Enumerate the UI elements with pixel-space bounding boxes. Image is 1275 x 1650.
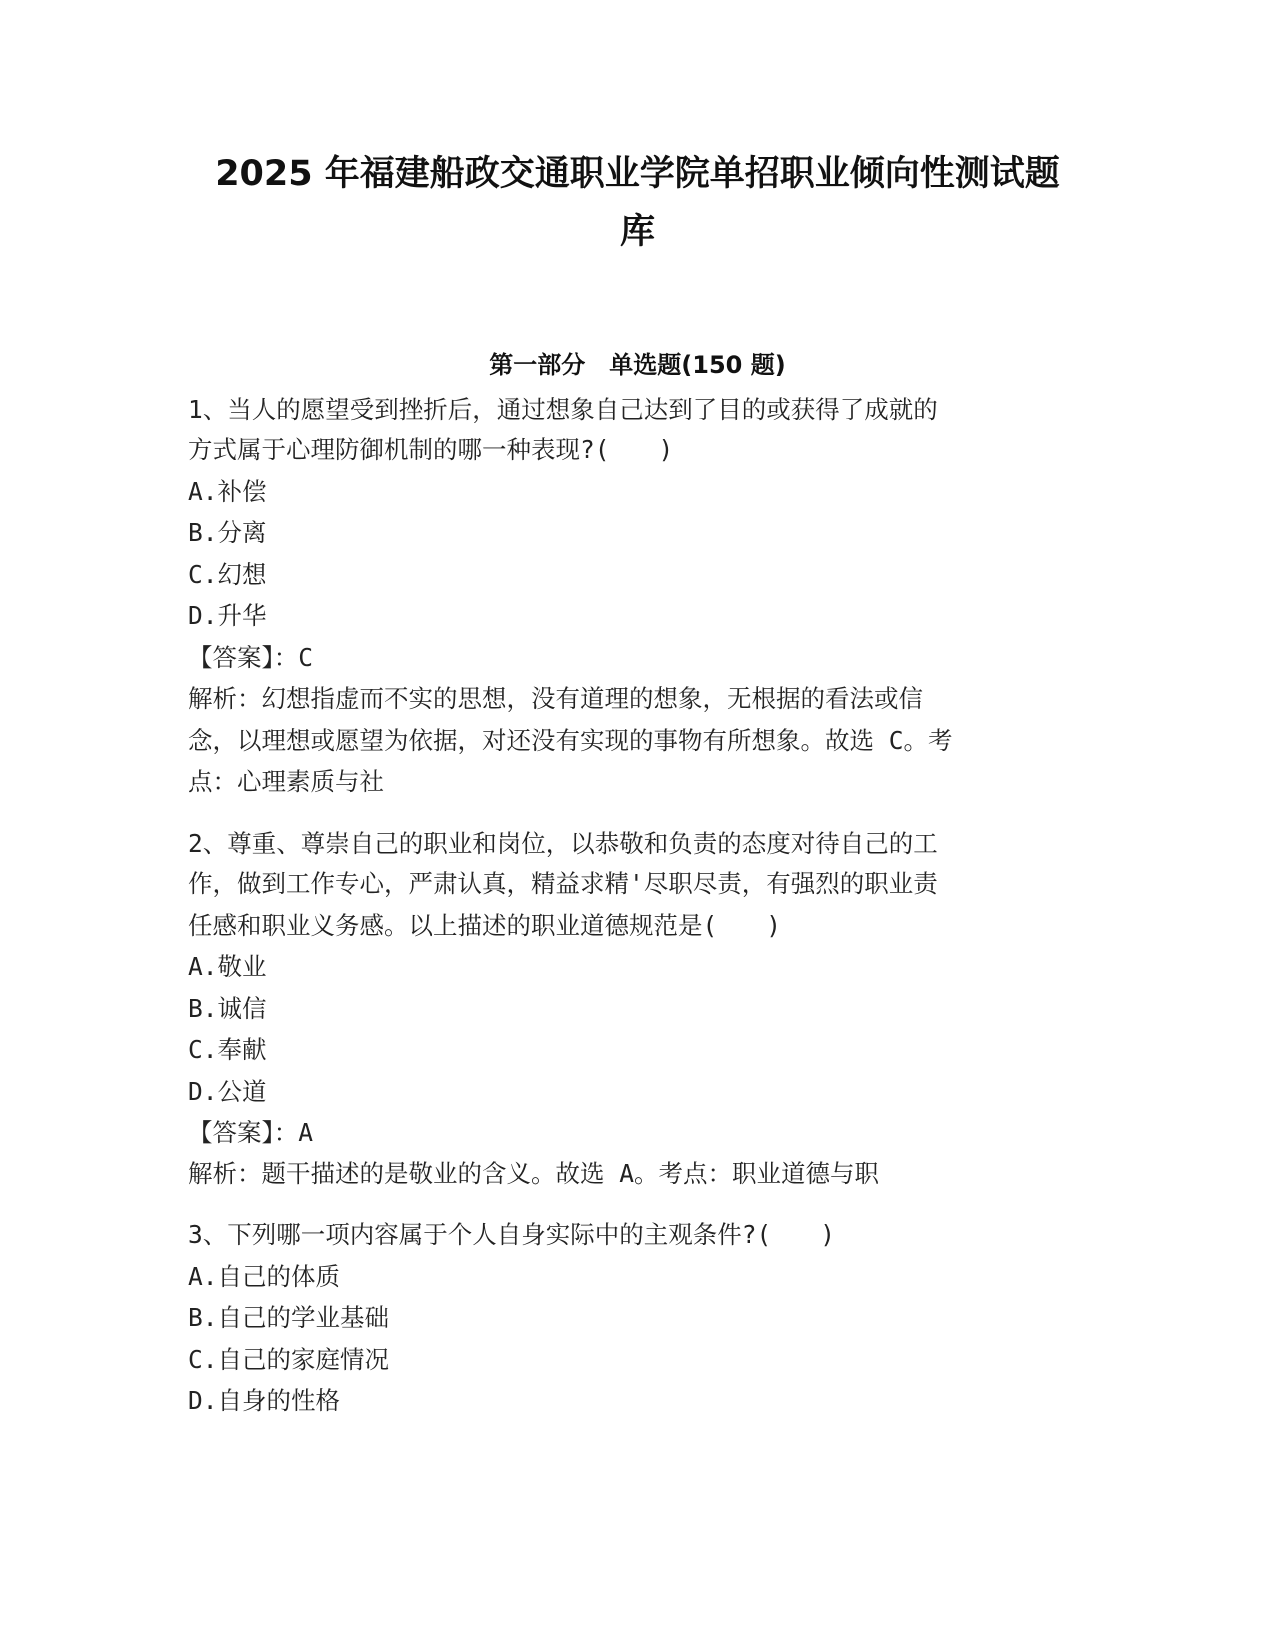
question-1-analysis-line-2: 念，以理想或愿望为依据，对还没有实现的事物有所想象。故选 C。考 — [188, 726, 953, 755]
question-3-option-b: B.自己的学业基础 — [188, 1303, 389, 1332]
question-1-answer: 【答案】：C — [188, 643, 313, 672]
question-2-stem-line-2: 作，做到工作专心，严肃认真，精益求精'尽职尽责，有强烈的职业责 — [188, 869, 938, 898]
question-1-analysis-line-3: 点：心理素质与社 — [188, 767, 384, 796]
section-heading: 第一部分 单选题(150 题) — [489, 351, 786, 379]
question-1-option-a: A.补偿 — [188, 477, 267, 506]
question-1-option-c: C.幻想 — [188, 560, 267, 589]
question-1-analysis-line-1: 解析：幻想指虚而不实的思想，没有道理的想象，无根据的看法或信 — [188, 684, 923, 713]
question-3-option-c: C.自己的家庭情况 — [188, 1345, 389, 1374]
question-2-option-b: B.诚信 — [188, 994, 267, 1023]
question-2-option-d: D.公道 — [188, 1077, 267, 1106]
question-1-stem-line-2: 方式属于心理防御机制的哪一种表现?( ) — [188, 435, 674, 464]
question-1-option-b: B.分离 — [188, 518, 267, 547]
question-2-option-c: C.奉献 — [188, 1035, 267, 1064]
question-1-stem-line-1: 1、当人的愿望受到挫折后，通过想象自己达到了目的或获得了成就的 — [188, 395, 938, 424]
question-2-stem-line-3: 任感和职业义务感。以上描述的职业道德规范是( ) — [188, 911, 781, 940]
question-2-analysis-line-1: 解析：题干描述的是敬业的含义。故选 A。考点：职业道德与职 — [188, 1159, 879, 1188]
question-2-answer: 【答案】：A — [188, 1118, 313, 1147]
question-3-stem-line-1: 3、下列哪一项内容属于个人自身实际中的主观条件?( ) — [188, 1220, 835, 1249]
document-title-line-1: 2025 年福建船政交通职业学院单招职业倾向性测试题 — [215, 154, 1060, 194]
question-3-option-d: D.自身的性格 — [188, 1386, 340, 1415]
document-title-line-2: 库 — [619, 212, 655, 252]
question-1-option-d: D.升华 — [188, 601, 267, 630]
question-2-stem-line-1: 2、尊重、尊崇自己的职业和岗位，以恭敬和负责的态度对待自己的工 — [188, 829, 938, 858]
question-3-option-a: A.自己的体质 — [188, 1262, 340, 1291]
question-2-option-a: A.敬业 — [188, 952, 267, 981]
